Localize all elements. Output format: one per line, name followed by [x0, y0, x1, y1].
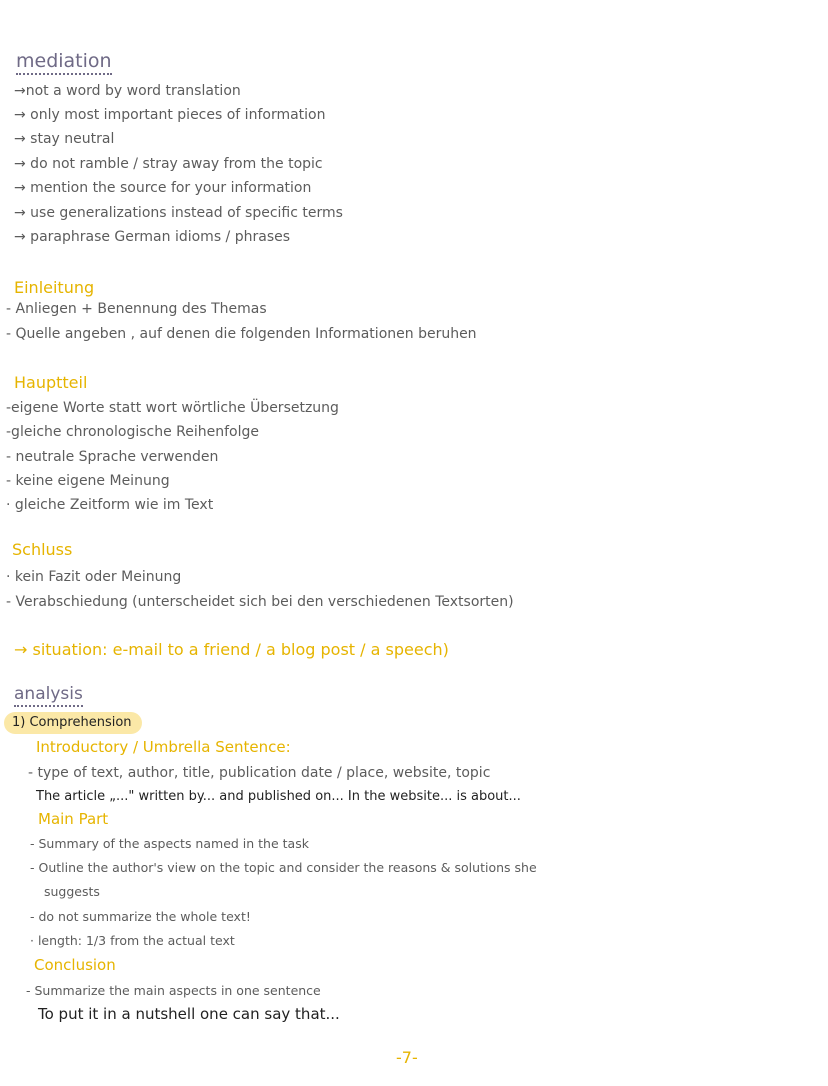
hauptteil-item: -eigene Worte statt wort wörtliche Übersetzung: [6, 400, 339, 416]
mediation-item: → mention the source for your information: [14, 180, 312, 196]
analysis-heading: analysis: [14, 686, 83, 703]
hauptteil-item: · gleiche Zeitform wie im Text: [6, 497, 214, 513]
hauptteil-item: - keine eigene Meinung: [6, 473, 170, 489]
conclusion-heading: Conclusion: [34, 956, 116, 974]
conclusion-example: To put it in a nutshell one can say that...: [38, 1005, 340, 1023]
conclusion-item: - Summarize the main aspects in one sentence: [26, 983, 321, 998]
hauptteil-item: - neutrale Sprache verwenden: [6, 449, 219, 465]
hauptteil-heading: Hauptteil: [14, 373, 88, 392]
main-part-item: suggests: [44, 884, 100, 899]
einleitung-item: - Anliegen + Benennung des Themas: [6, 301, 267, 317]
einleitung-item: - Quelle angeben , auf denen die folgenden Informationen beruhen: [6, 326, 477, 342]
page-number: -7-: [396, 1048, 418, 1067]
main-part-item: - do not summarize the whole text!: [30, 909, 251, 924]
schluss-item: · kein Fazit oder Meinung: [6, 569, 182, 585]
intro-heading: Introductory / Umbrella Sentence:: [36, 738, 291, 756]
mediation-item: → stay neutral: [14, 131, 115, 147]
main-part-item: · length: 1/3 from the actual text: [30, 933, 235, 948]
main-part-item: - Outline the author's view on the topic and consider the reasons & solutions she: [30, 860, 537, 875]
einleitung-heading: Einleitung: [14, 278, 95, 297]
schluss-heading: Schluss: [12, 540, 73, 559]
comprehension-label: 1) Comprehension: [12, 715, 132, 730]
situation-line: → situation: e-mail to a friend / a blog post / a speech): [14, 640, 449, 659]
intro-example: The article „..." written by... and published on... In the website... is about...: [36, 789, 521, 804]
mediation-heading: mediation: [16, 52, 112, 71]
schluss-item: - Verabschiedung (unterscheidet sich bei den verschiedenen Textsorten): [6, 594, 514, 610]
main-part-heading: Main Part: [38, 810, 109, 828]
mediation-item: → use generalizations instead of specific terms: [14, 205, 343, 221]
mediation-item: →not a word by word translation: [14, 83, 241, 99]
mediation-item: → do not ramble / stray away from the topic: [14, 156, 323, 172]
mediation-item: → only most important pieces of information: [14, 107, 326, 123]
intro-item: - type of text, author, title, publication date / place, website, topic: [28, 765, 491, 781]
mediation-item: → paraphrase German idioms / phrases: [14, 229, 291, 245]
hauptteil-item: -gleiche chronologische Reihenfolge: [6, 424, 259, 440]
main-part-item: - Summary of the aspects named in the task: [30, 836, 309, 851]
